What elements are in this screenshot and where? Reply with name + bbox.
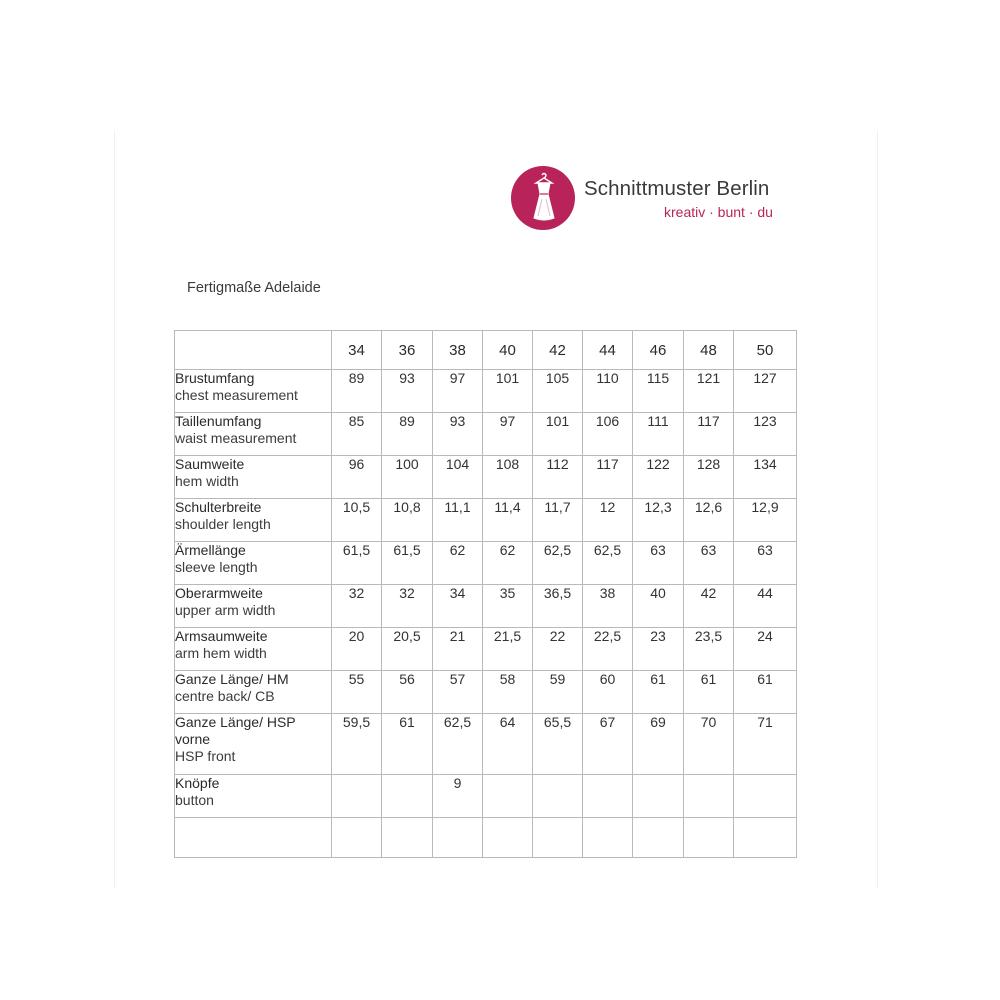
size-header: 44 xyxy=(583,331,633,370)
brand-name: Schnittmuster Berlin xyxy=(584,177,770,200)
value-cell: 128 xyxy=(684,456,734,499)
row-label xyxy=(175,585,332,628)
value-cell: 40 xyxy=(633,585,684,628)
value-cell: 20,5 xyxy=(382,628,433,671)
value-cell: 56 xyxy=(382,671,433,714)
value-cell: 11,4 xyxy=(483,499,533,542)
value-cell: 57 xyxy=(433,671,483,714)
value-cell xyxy=(332,818,382,858)
row-label xyxy=(175,775,332,818)
value-cell: 23 xyxy=(633,628,684,671)
value-cell: 12,6 xyxy=(684,499,734,542)
label-english: waist measurement xyxy=(175,430,297,446)
value-cell: 117 xyxy=(583,456,633,499)
value-cell: 38 xyxy=(583,585,633,628)
value-cell: 12,9 xyxy=(734,499,797,542)
value-cell: 63 xyxy=(633,542,684,585)
table-row-waist xyxy=(175,413,797,456)
label-english: hem width xyxy=(175,473,239,489)
value-cell: 62,5 xyxy=(583,542,633,585)
value-cell: 65,5 xyxy=(533,714,583,775)
value-cell: 23,5 xyxy=(684,628,734,671)
value-cell xyxy=(332,775,382,818)
table-row-shoulder xyxy=(175,499,797,542)
value-cell: 110 xyxy=(583,370,633,413)
label-german: Schulterbreite xyxy=(175,499,262,515)
label-english: upper arm width xyxy=(175,602,276,618)
value-cell: 85 xyxy=(332,413,382,456)
value-cell xyxy=(382,775,433,818)
value-cell: 61 xyxy=(734,671,797,714)
value-cell: 59 xyxy=(533,671,583,714)
label-english: button xyxy=(175,792,214,808)
value-cell: 70 xyxy=(684,714,734,775)
value-cell: 10,8 xyxy=(382,499,433,542)
value-cell: 24 xyxy=(734,628,797,671)
size-header: 36 xyxy=(382,331,433,370)
document-title: Fertigmaße Adelaide xyxy=(187,280,321,296)
label-german: Taillenumfang xyxy=(175,413,262,429)
value-cell: 112 xyxy=(533,456,583,499)
value-cell: 32 xyxy=(332,585,382,628)
value-cell xyxy=(684,775,734,818)
value-cell: 35 xyxy=(483,585,533,628)
value-cell: 34 xyxy=(433,585,483,628)
measurement-table xyxy=(174,330,797,858)
value-cell: 32 xyxy=(382,585,433,628)
label-english: sleeve length xyxy=(175,559,258,575)
value-cell: 127 xyxy=(734,370,797,413)
value-cell: 58 xyxy=(483,671,533,714)
value-cell xyxy=(684,818,734,858)
label-german: Saumweite xyxy=(175,456,245,472)
label-english: arm hem width xyxy=(175,645,267,661)
value-cell: 62 xyxy=(483,542,533,585)
table-row-hem xyxy=(175,456,797,499)
size-header: 46 xyxy=(633,331,684,370)
row-label xyxy=(175,628,332,671)
table-row-upper-arm xyxy=(175,585,797,628)
value-cell: 11,1 xyxy=(433,499,483,542)
size-header-row xyxy=(175,331,797,370)
table-row-sleeve xyxy=(175,542,797,585)
value-cell: 93 xyxy=(382,370,433,413)
value-cell: 71 xyxy=(734,714,797,775)
value-cell: 63 xyxy=(684,542,734,585)
value-cell: 115 xyxy=(633,370,684,413)
brand-header xyxy=(511,166,811,234)
size-header: 34 xyxy=(332,331,382,370)
size-header: 42 xyxy=(533,331,583,370)
dress-on-hanger-icon xyxy=(511,166,575,230)
value-cell xyxy=(533,775,583,818)
label-english: centre back/ CB xyxy=(175,688,275,704)
value-cell: 93 xyxy=(433,413,483,456)
value-cell: 20 xyxy=(332,628,382,671)
label-english: HSP front xyxy=(175,748,236,764)
value-cell: 64 xyxy=(483,714,533,775)
value-cell: 122 xyxy=(633,456,684,499)
value-cell xyxy=(734,818,797,858)
value-cell: 21 xyxy=(433,628,483,671)
value-cell: 12 xyxy=(583,499,633,542)
row-label xyxy=(175,542,332,585)
value-cell: 62,5 xyxy=(533,542,583,585)
value-cell: 36,5 xyxy=(533,585,583,628)
value-cell: 67 xyxy=(583,714,633,775)
value-cell: 105 xyxy=(533,370,583,413)
row-label xyxy=(175,671,332,714)
value-cell: 44 xyxy=(734,585,797,628)
value-cell: 101 xyxy=(483,370,533,413)
value-cell: 96 xyxy=(332,456,382,499)
label-english: chest measurement xyxy=(175,387,298,403)
value-cell xyxy=(433,818,483,858)
label-german: Brustumfang xyxy=(175,370,255,386)
row-label xyxy=(175,714,332,775)
corner-cell xyxy=(175,331,332,370)
value-cell xyxy=(382,818,433,858)
value-cell: 22 xyxy=(533,628,583,671)
row-label xyxy=(175,370,332,413)
value-cell: 89 xyxy=(332,370,382,413)
value-cell: 62,5 xyxy=(433,714,483,775)
value-cell xyxy=(633,818,684,858)
value-cell: 61 xyxy=(633,671,684,714)
row-label xyxy=(175,413,332,456)
value-cell: 61 xyxy=(382,714,433,775)
value-cell xyxy=(583,775,633,818)
label-english: shoulder length xyxy=(175,516,271,532)
value-cell xyxy=(483,818,533,858)
value-cell: 134 xyxy=(734,456,797,499)
value-cell: 100 xyxy=(382,456,433,499)
value-cell: 123 xyxy=(734,413,797,456)
value-cell: 21,5 xyxy=(483,628,533,671)
value-cell: 61,5 xyxy=(332,542,382,585)
value-cell: 104 xyxy=(433,456,483,499)
value-cell: 61,5 xyxy=(382,542,433,585)
table-row-length-cb xyxy=(175,671,797,714)
value-cell: 69 xyxy=(633,714,684,775)
table-row-arm-hem xyxy=(175,628,797,671)
value-cell xyxy=(483,775,533,818)
value-cell: 60 xyxy=(583,671,633,714)
table-row-buttons xyxy=(175,775,797,818)
label-german: Armsaumweite xyxy=(175,628,268,644)
value-cell: 12,3 xyxy=(633,499,684,542)
value-cell: 61 xyxy=(684,671,734,714)
size-header: 38 xyxy=(433,331,483,370)
value-cell: 63 xyxy=(734,542,797,585)
row-label xyxy=(175,499,332,542)
value-cell xyxy=(533,818,583,858)
value-cell: 89 xyxy=(382,413,433,456)
value-cell: 62 xyxy=(433,542,483,585)
value-cell: 101 xyxy=(533,413,583,456)
label-german: Ärmellänge xyxy=(175,542,246,558)
label-german: Ganze Länge/ HM xyxy=(175,671,289,687)
value-cell: 121 xyxy=(684,370,734,413)
value-cell xyxy=(734,775,797,818)
value-cell: 59,5 xyxy=(332,714,382,775)
row-label xyxy=(175,818,332,858)
value-cell: 11,7 xyxy=(533,499,583,542)
value-cell xyxy=(583,818,633,858)
value-cell: 9 xyxy=(433,775,483,818)
value-cell: 117 xyxy=(684,413,734,456)
value-cell: 22,5 xyxy=(583,628,633,671)
value-cell xyxy=(633,775,684,818)
size-header: 50 xyxy=(734,331,797,370)
table-row-length-hsp xyxy=(175,714,797,775)
value-cell: 108 xyxy=(483,456,533,499)
label-german: Oberarmweite xyxy=(175,585,263,601)
value-cell: 97 xyxy=(433,370,483,413)
brand-tagline: kreativ · bunt · du xyxy=(664,204,773,220)
value-cell: 111 xyxy=(633,413,684,456)
size-header: 40 xyxy=(483,331,533,370)
row-label xyxy=(175,456,332,499)
label-german: Knöpfe xyxy=(175,775,220,791)
table-row-chest xyxy=(175,370,797,413)
value-cell: 55 xyxy=(332,671,382,714)
table-row-empty xyxy=(175,818,797,858)
value-cell: 106 xyxy=(583,413,633,456)
label-german: Ganze Länge/ HSP vorne xyxy=(175,714,296,747)
value-cell: 10,5 xyxy=(332,499,382,542)
value-cell: 42 xyxy=(684,585,734,628)
size-header: 48 xyxy=(684,331,734,370)
value-cell: 97 xyxy=(483,413,533,456)
